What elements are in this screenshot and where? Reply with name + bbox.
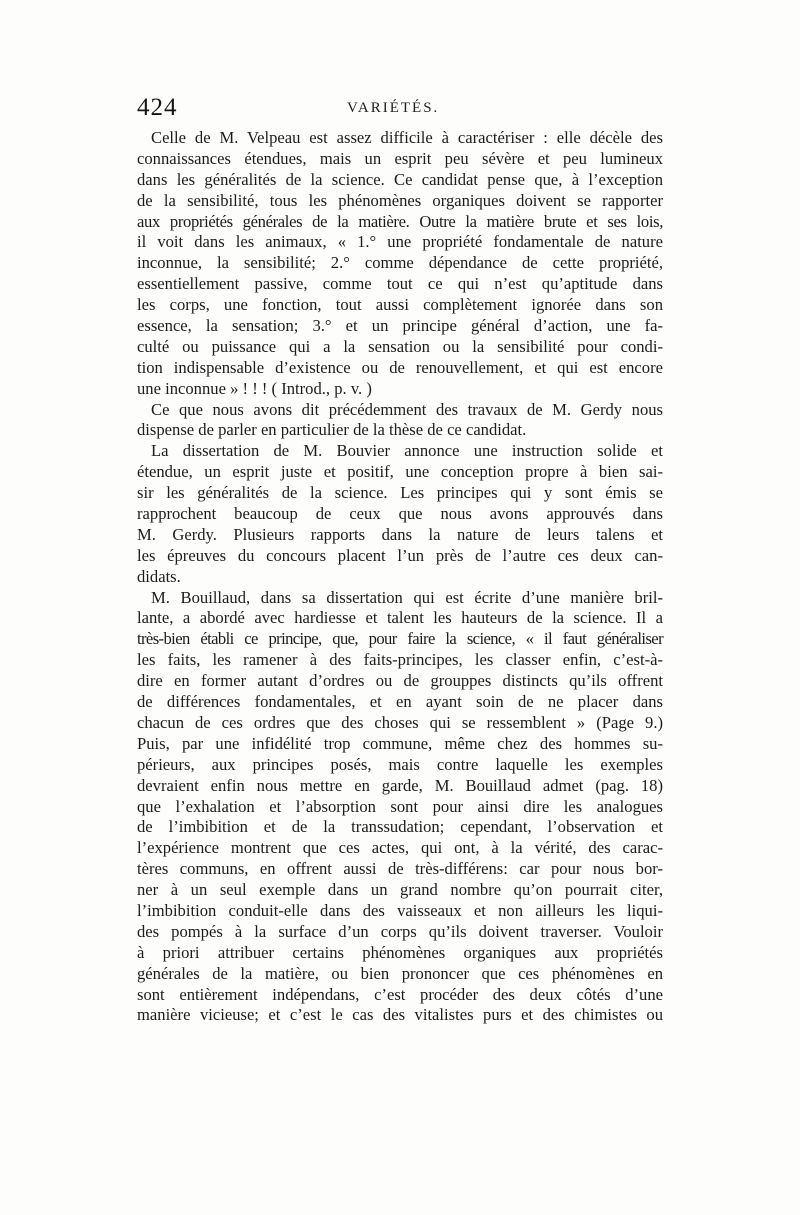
text-line: Celle de M. Velpeau est assez difficile à caractériser : elle décèle des: [151, 128, 663, 147]
text-line: culté ou puissance qui a la sensation ou la sensibilité pour condi-: [137, 336, 663, 356]
text-line: inconnue, la sensibilité; 2.° comme dépendance de cette propriété,: [137, 253, 663, 273]
text-line: que l’exhalation et l’absorption sont pour ainsi dire les analogues: [137, 796, 663, 816]
text-line: de la sensibilité, tous les phénomènes organiques doivent se rapporter: [137, 190, 663, 210]
text-line: didats.: [137, 566, 181, 586]
text-line: les corps, une fonction, tout aussi complètement ignorée dans son: [137, 295, 663, 315]
text-line: une inconnue » ! ! ! ( Introd., p. v. ): [137, 378, 372, 398]
page-number: 424: [137, 94, 178, 121]
text-line: tères communs, en offrent aussi de très-différens: car pour nous bor-: [137, 859, 663, 879]
text-line: chacun de ces ordres que des choses qui se ressemblent » (Page 9.): [137, 712, 663, 732]
text-line: de différences fondamentales, et en ayant soin de ne placer dans: [137, 692, 663, 712]
text-line: aux propriétés générales de la matière. Outre la matière brute et ses lois,: [137, 211, 663, 231]
running-head: VARIÉTÉS.: [347, 100, 440, 116]
text-line: sir les généralités de la science. Les principes qui y sont émis se: [137, 483, 663, 503]
text-line: à priori attribuer certains phénomènes organiques aux propriétés: [137, 942, 663, 962]
body-text: [137, 128, 663, 1026]
text-line: l’imbibition conduit-elle dans des vaisseaux et non ailleurs les liqui-: [137, 900, 663, 920]
text-line: connaissances étendues, mais un esprit peu sévère et peu lumineux: [137, 148, 663, 168]
page-header: [137, 94, 663, 124]
text-line: des pompés à la surface d’un corps qu’ils doivent traverser. Vouloir: [137, 921, 663, 941]
text-line: l’expérience montrent que ces actes, qui ont, à la vérité, des carac-: [137, 838, 663, 858]
text-line: de l’imbibition et de la transsudation; cependant, l’observation et: [137, 817, 663, 837]
text-line: dispense de parler en particulier de la thèse de ce candidat.: [137, 420, 527, 440]
text-line: M. Gerdy. Plusieurs rapports dans la nature de leurs talens et: [137, 524, 663, 544]
text-line: sont entièrement indépendans, c’est procéder des deux côtés d’une: [137, 984, 663, 1004]
text-line: lante, a abordé avec hardiesse et talent les hauteurs de la science. Il a: [137, 608, 663, 628]
text-line: étendue, un esprit juste et positif, une conception propre à bien sai-: [137, 462, 663, 482]
text-line: M. Bouillaud, dans sa dissertation qui est écrite d’une manière bril-: [151, 587, 663, 607]
text-line: devraient enfin nous mettre en garde, M. Bouillaud admet (pag. 18): [137, 775, 663, 795]
text-line: les épreuves du concours placent l’un près de l’autre ces deux can-: [137, 545, 663, 565]
text-line: très-bien établi ce principe, que, pour faire la science, « il faut généraliser: [137, 629, 663, 649]
text-line: dans les généralités de la science. Ce candidat pense que, à l’exception: [137, 169, 663, 189]
text-line: Puis, par une infidélité trop commune, même chez des hommes su-: [137, 733, 663, 753]
text-line: périeurs, aux principes posés, mais contre laquelle les exemples: [137, 754, 663, 774]
text-line: les faits, les ramener à des faits-principes, les classer enfin, c’est-à-: [137, 650, 663, 670]
text-line: La dissertation de M. Bouvier annonce une instruction solide et: [151, 441, 663, 461]
text-line: il voit dans les animaux, « 1.° une propriété fondamentale de nature: [137, 232, 663, 252]
text-line: essence, la sensation; 3.° et un principe général d’action, une fa-: [137, 316, 663, 336]
text-line: manière vicieuse; et c’est le cas des vitalistes purs et des chimistes ou: [137, 1005, 663, 1025]
text-line: tion indispensable d’existence ou de renouvellement, et qui est encore: [137, 357, 663, 377]
text-line: générales de la matière, ou bien prononcer que ces phénomènes en: [137, 963, 663, 983]
text-line: Ce que nous avons dit précédemment des travaux de M. Gerdy nous: [151, 399, 663, 419]
text-line: rapprochent beaucoup de ceux que nous avons approuvés dans: [137, 504, 663, 524]
text-line: essentiellement passive, comme tout ce qui n’est qu’aptitude dans: [137, 274, 663, 294]
text-line: dire en former autant d’ordres ou de grouppes distincts qu’ils offrent: [137, 671, 663, 691]
text-line: ner à un seul exemple dans un grand nombre qu’on pourrait citer,: [137, 880, 663, 900]
